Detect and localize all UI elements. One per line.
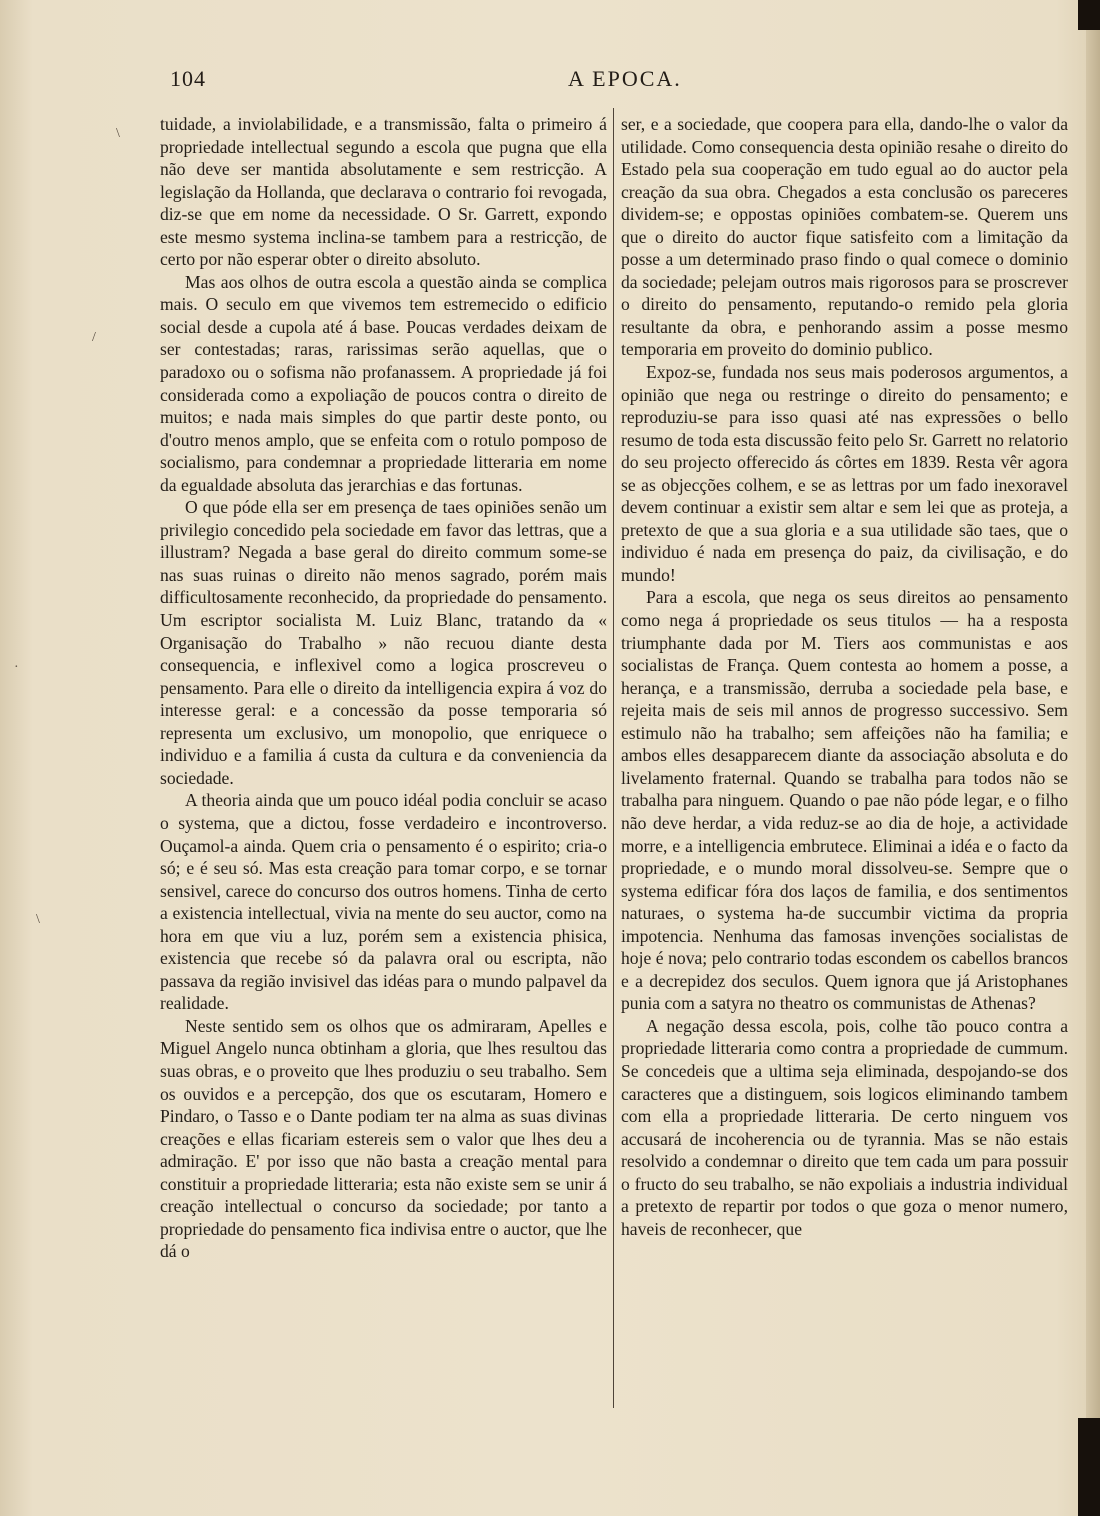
scan-edge-mark-top [1078,0,1100,30]
scan-edge-mark-bottom [1078,1418,1100,1516]
paper-speck: · [14,660,19,675]
left-column [160,113,607,1403]
right-column [621,113,1068,1403]
paper-speck: \ [116,126,120,141]
right-paragraph-4: A negação dessa escola, pois, colhe tão pouco contra a propriedade litteraria como contra a propriedade de cummum. Se concedeis que a ultima seja eliminada, despojando-se dos caracteres que a distinguem, sois logicos eliminando tambem com ella a propriedade litteraria. De certo ninguem vos accusará de incoherencia ou de tyrannia. Mas se não estais resolvido a condemnar o direito que tem cada um para possuir o fructo do seu trabalho, se não expoliais a industria individual a pretexto de repartir por todos o que goza o menor numero, haveis de reconhecer, que [621,1015,1068,1239]
left-paragraph-5: Neste sentido sem os olhos que os admiraram, Apelles e Miguel Angelo nunca obtinham a gloria, que lhes resultou das suas obras, e o proveito que lhes produziu o seu trabalho. Sem os ouvidos e a percepção, dos que os escutaram, Homero e Pindaro, o Tasso e o Dante podiam ter na alma as suas divinas creações e ellas ficariam estereis sem o valor que lhes deu a admiração. E' por isso que não basta a creação mental para constituir a propriedade litteraria; esta não existe sem se unir á creação intellectual o concurso da sociedade; por tanto a propriedade do pensamento fica indivisa entre o auctor, que lhe dá o [160,1015,607,1262]
paper-speck: \ [36,912,40,927]
page-header [160,66,1070,96]
running-title: A EPOCA. [568,66,682,91]
right-paragraph-3: Para a escola, que nega os seus direitos ao pensamento como nega á propriedade os seus titulos — ha a resposta triumphante dada por M. Tiers aos communistas e aos socialistas de França. Quem contesta ao homem a posse, a herança, e a transmissão, derruba a sociedade pela base, e rejeita mais de seis mil annos de progresso successivo. Sem estimulo não ha trabalho; sem affeições não ha familia; e ambos elles desapparecem diante da associação absoluta e do livelamento fraternal. Quando se trabalha para todos não se trabalha para ninguem. Quando o pae não póde legar, e o filho não deve herdar, a vida reduz-se ao dia de hoje, a actividade morre, e a intelligencia embrutece. Eliminai a idéa e o facto da propriedade, e o mundo moral dissolveu-se. Sempre que o systema edificar fóra dos laços de familia, e dos sentimentos naturaes, o systema ha-de succumbir victima da propria impotencia. Nenhuma das famosas invenções socialistas de hoje é nova; pelo contrario todas escondem os cabellos brancos e a decrepidez dos seculos. Quem ignora que já Aristophanes punia com a satyra no theatro os communistas de Athenas? [621,587,1068,1014]
left-paragraph-4: A theoria ainda que um pouco idéal podia concluir se acaso o systema, que a dictou, fosse verdadeiro e incontroverso. Ouçamol-a ainda. Quem cria o pensamento é o espirito; cria-o só; e é seu só. Mas esta creação para tomar corpo, e se tornar sensivel, carece do concurso dos outros homens. Tinha de certo a existencia intellectual, vivia na mente do seu auctor, como na hora em que viu a luz, porém sem a existencia phisica, existencia que recebe só da palavra oral ou escripta, não passava da região invisivel das idéas para o mundo palpavel da realidade. [160,790,607,1014]
left-paragraph-3: O que póde ella ser em presença de taes opiniões senão um privilegio concedido pela sociedade em favor das lettras, que a illustram? Negada a base geral do direito commum some-se nas suas ruinas o direito não menos sagrado, porém mais difficultosamente reconhecido, da propriedade do pensamento. Um escriptor socialista M. Luiz Blanc, tratando da « Organisação do Trabalho » não recuou diante desta consequencia, e inflexivel como a logica proscreveu o pensamento. Para elle o direito da intelligencia expira á voz do interesse geral: e a concessão da posse temporaria só representa um exclusivo, um monopolio, que enriquece o individuo e a familia á custa da cultura e da conveniencia da sociedade. [160,497,607,788]
right-paragraph-2: Expoz-se, fundada nos seus mais poderosos argumentos, a opinião que nega ou restringe o direito do pensamento; e reproduziu-se para isso quasi até nas expressões o bello resumo de toda esta discussão feito pelo Sr. Garrett no relatorio do seu projecto offerecido ás côrtes em 1839. Resta vêr agora se as objecções colhem, e se as lettras por um fado inexoravel devem continuar a existir sem altar e sem lei que as proteja, a pretexto de que a sua gloria e a sua utilidade são taes, que o individuo é nada em presença do paiz, da civilisação, e do mundo! [621,362,1068,585]
paper-speck: / [92,330,96,345]
right-paragraph-1: ser, e a sociedade, que coopera para ella, dando-lhe o valor da utilidade. Como consequencia desta opinião resahe o direito do Estado pela sua cooperação em tudo egual ao do auctor pela creação da sua obra. Chegados a esta conclusão os pareceres dividem-se; e oppostas opiniões combatem-se. Querem uns que o direito do auctor fique satisfeito com a limitação da posse a um determinado praso findo o qual comece o dominio da sociedade; pelejam outros mais rigorosos para se proscrever o direito do pensamento, reputando-o remido pela gloria resultante da obra, e penhorando assim a posse mesmo temporaria em proveito do dominio publico. [621,114,1068,360]
left-paragraph-1: tuidade, a inviolabilidade, e a transmissão, falta o primeiro á propriedade intellectual segundo a escola que pugna que ella não deve ser mantida absolutamente e sem restricção. A legislação da Hollanda, que declarava o contrario foi revogada, diz-se que em nome da necessidade. O Sr. Garrett, expondo este mesmo systema inclina-se tambem para a restricção, de certo por não esperar obter o direito absoluto. [160,114,607,270]
page-number: 104 [170,66,206,91]
column-divider [613,108,614,1408]
page-edge-shadow [1086,0,1100,1516]
left-paragraph-2: Mas aos olhos de outra escola a questão ainda se complica mais. O seculo em que vivemos tem estremecido o edificio social desde a cupola até á base. Poucas verdades deixam de ser contestadas; raras, rarissimas serão aquellas, que o paradoxo ou o sofisma não profanassem. A propriedade já foi considerada como a expoliação de poucos contra o direito de muitos; e nada mais simples do que partir deste ponto, ou d'outro menos amplo, que se enfeita com o rotulo pomposo de socialismo, para condemnar a propriedade litteraria em nome da egualdade absoluta das jerarchias e das fortunas. [160,271,607,495]
